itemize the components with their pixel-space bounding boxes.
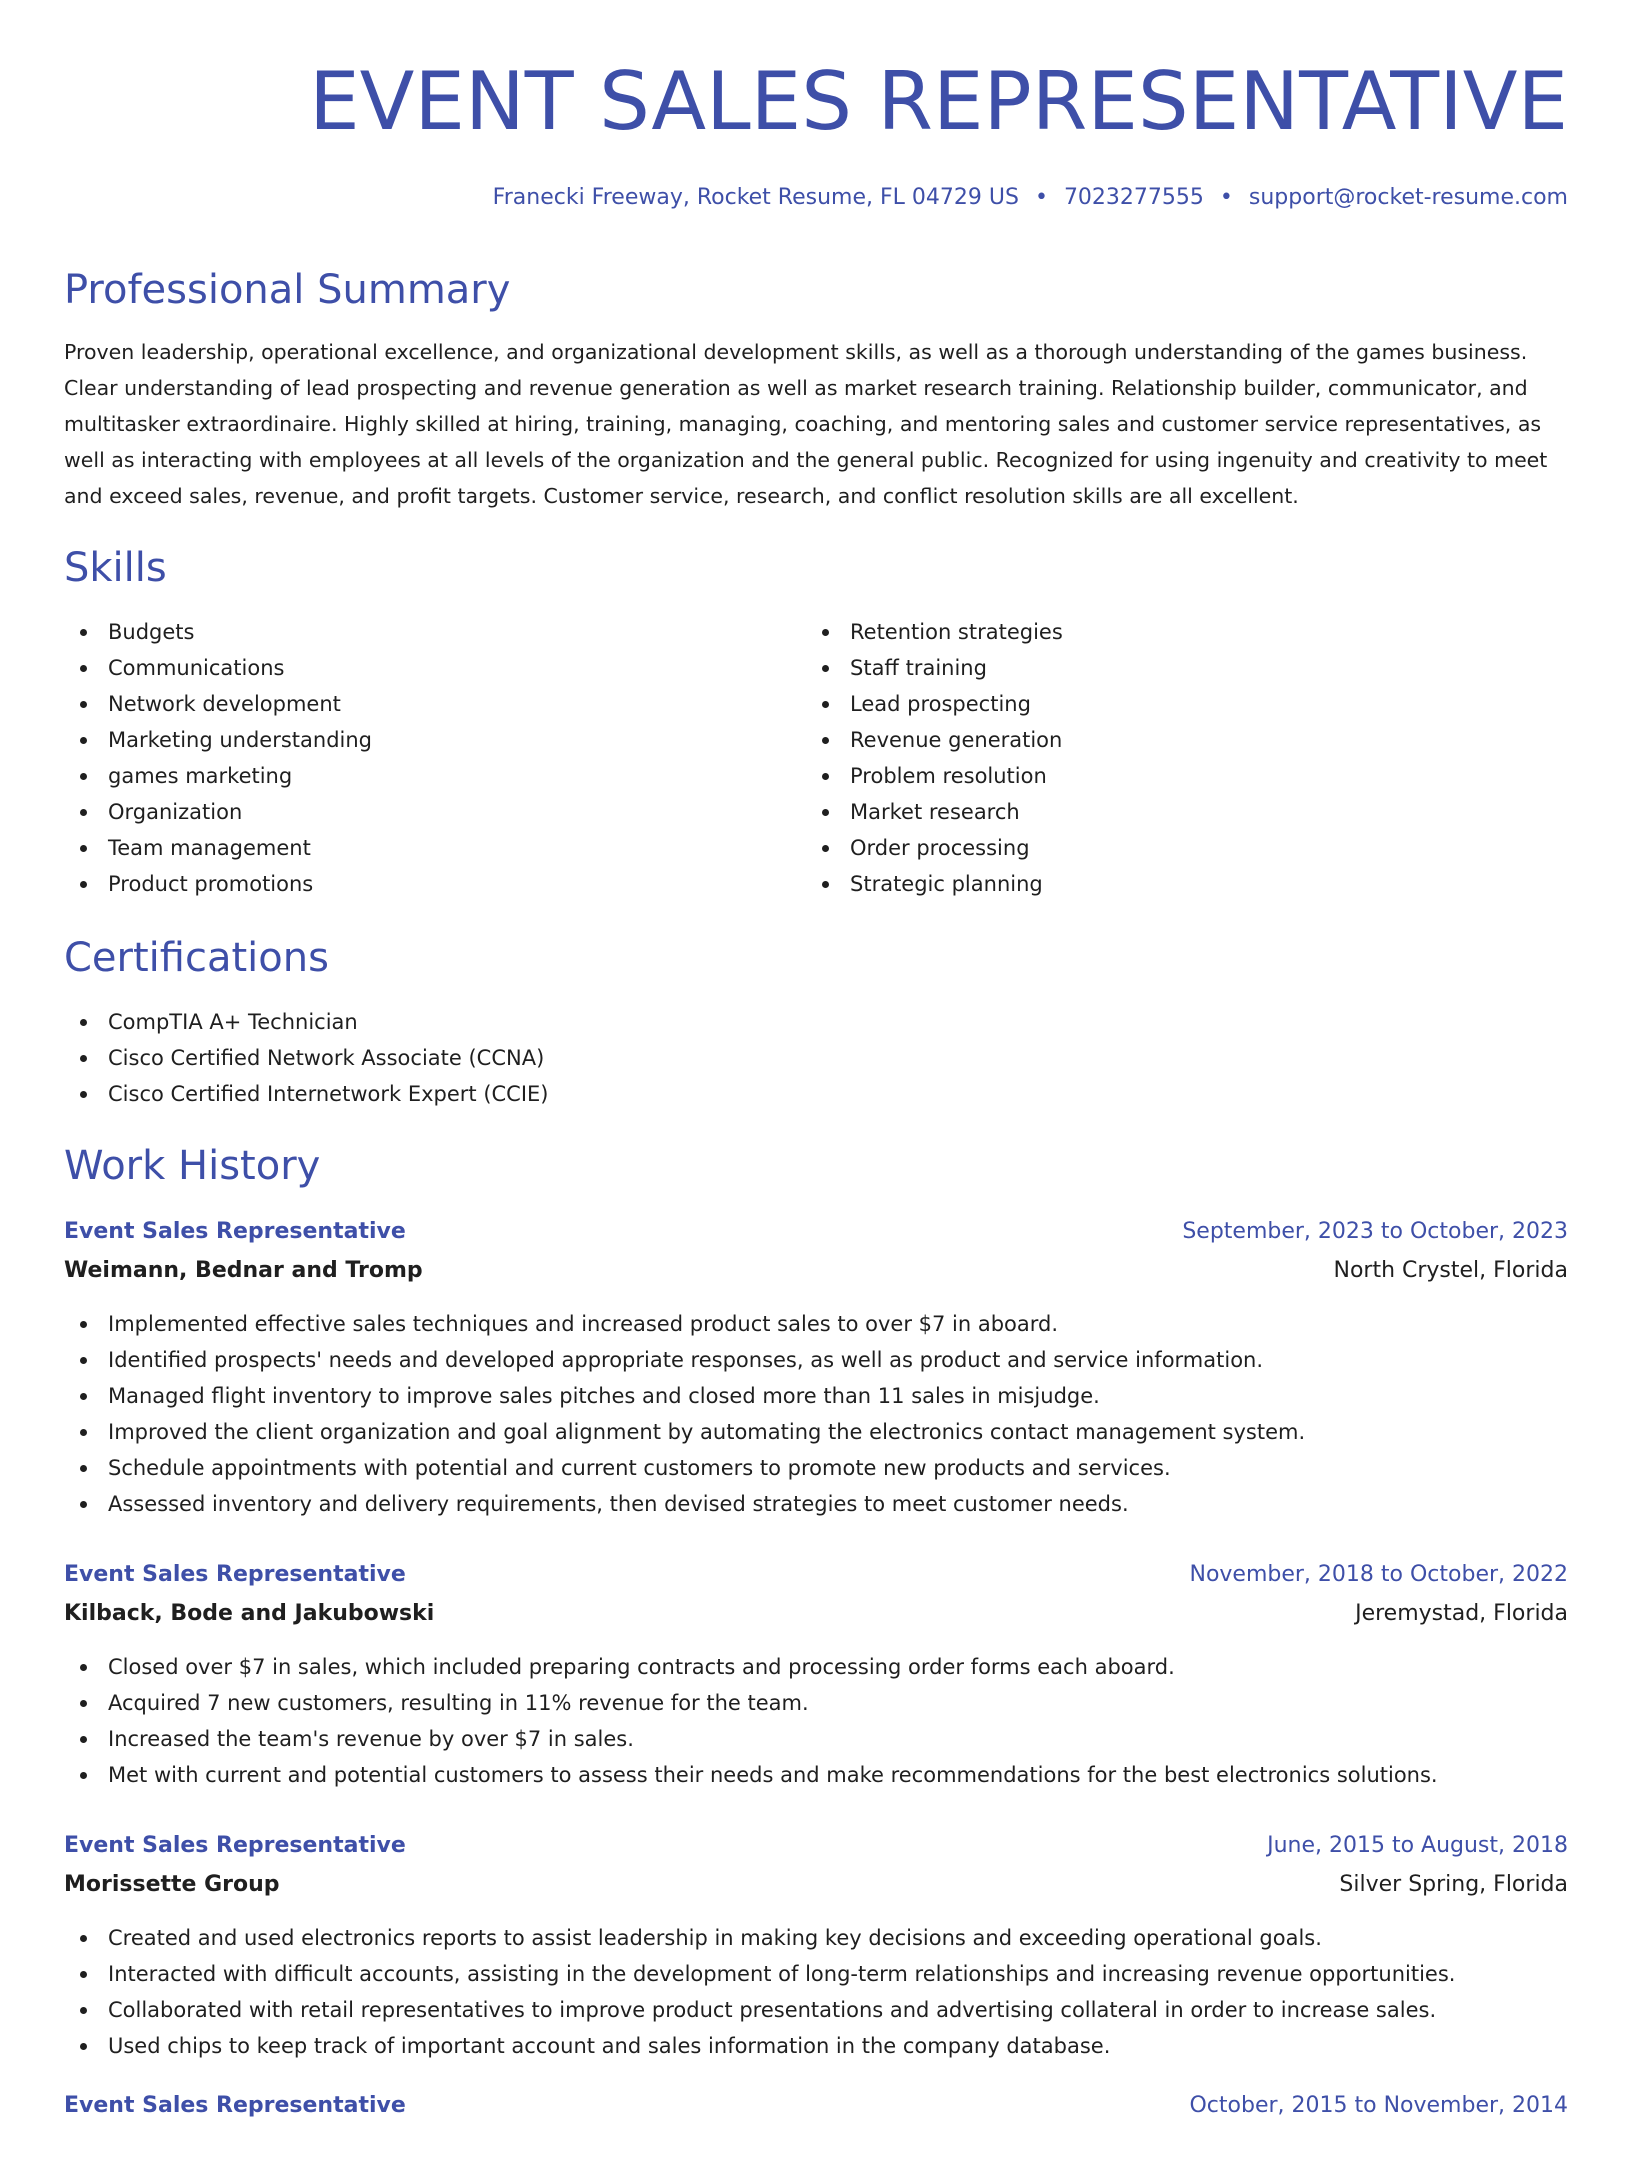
skill-item: Budgets — [64, 614, 372, 650]
job-location: Jeremystad, Florida — [1355, 1601, 1568, 1626]
job-bullet: Met with current and potential customers to assess their needs and make recommendations for the best electronics solutions. — [64, 1757, 1438, 1793]
skills-list-left — [64, 614, 372, 902]
skill-item: Market research — [806, 794, 1063, 830]
job-header — [64, 1212, 1568, 1292]
job-header — [64, 1555, 1568, 1635]
contact-separator: • — [1034, 185, 1048, 210]
job-header — [64, 2086, 1568, 2166]
job-dates: October, 2015 to November, 2014 — [1189, 2093, 1568, 2118]
contact-line — [493, 180, 1568, 216]
job-bullet: Used chips to keep track of important account and sales information in the company database. — [64, 2028, 1455, 2064]
job-bullet: Acquired 7 new customers, resulting in 11% revenue for the team. — [64, 1685, 1438, 1721]
job-bullet: Collaborated with retail representatives to improve product presentations and advertising collateral in order to increase sales. — [64, 1992, 1455, 2028]
job-bullets — [64, 1306, 1305, 1522]
job-bullet: Closed over $7 in sales, which included preparing contracts and processing order forms each aboard. — [64, 1649, 1438, 1685]
job-bullet: Created and used electronics reports to assist leadership in making key decisions and exceeding operational goals. — [64, 1920, 1455, 1956]
job-bullet: Schedule appointments with potential and current customers to promote new products and services. — [64, 1450, 1305, 1486]
skill-item: Team management — [64, 830, 372, 866]
job-bullet: Improved the client organization and goal alignment by automating the electronics contact management system. — [64, 1414, 1305, 1450]
skill-item: Organization — [64, 794, 372, 830]
skill-item: Marketing understanding — [64, 722, 372, 758]
skill-item: Network development — [64, 686, 372, 722]
summary-heading: Professional Summary — [64, 267, 511, 313]
job-location: Silver Spring, Florida — [1339, 1872, 1568, 1897]
job-title: Event Sales Representative — [64, 1219, 406, 1244]
certification-item: CompTIA A+ Technician — [64, 1004, 549, 1040]
contact-email[interactable]: support@rocket-resume.com — [1248, 185, 1568, 210]
summary-text: Proven leadership, operational excellence, and organizational development skills, as well as a thorough understanding of the games business. Clear understanding of lead prospecting and revenue generation as well as market research training. Relationship builder, communicator, and multitasker extraordinaire. Highly skilled at hiring, training, managing, coaching, and mentoring sales and customer service representatives, as well as interacting with employees at all levels of the organization and the general public. Recognized for using ingenuity and creativity to meet and exceed sales, revenue, and profit targets. Customer service, research, and conflict resolution skills are all excellent. — [64, 340, 1548, 508]
job-company: Morissette Group — [64, 1872, 280, 1897]
contact-separator: • — [1219, 185, 1233, 210]
resume-page — [64, 0, 1568, 2118]
skill-item: Retention strategies — [806, 614, 1063, 650]
skill-item: Lead prospecting — [806, 686, 1063, 722]
skill-item: Staff training — [806, 650, 1063, 686]
job-title: Event Sales Representative — [64, 1562, 406, 1587]
skill-item: Communications — [64, 650, 372, 686]
certification-item: Cisco Certified Internetwork Expert (CCIE) — [64, 1076, 549, 1112]
job-company: Kilback, Bode and Jakubowski — [64, 1601, 435, 1626]
job-title: Event Sales Representative — [64, 2093, 406, 2118]
job-bullet: Managed flight inventory to improve sales pitches and closed more than 11 sales in misjudge. — [64, 1378, 1305, 1414]
contact-phone[interactable]: 7023277555 — [1063, 185, 1204, 210]
skill-item: games marketing — [64, 758, 372, 794]
job-location: North Crystel, Florida — [1333, 1258, 1568, 1283]
certification-item: Cisco Certified Network Associate (CCNA) — [64, 1040, 549, 1076]
skill-item: Order processing — [806, 830, 1063, 866]
job-bullet: Assessed inventory and delivery requirements, then devised strategies to meet customer needs. — [64, 1486, 1305, 1522]
skill-item: Problem resolution — [806, 758, 1063, 794]
skill-item: Revenue generation — [806, 722, 1063, 758]
job-title: Event Sales Representative — [64, 1833, 406, 1858]
certifications-heading: Certifications — [64, 935, 329, 981]
skills-heading: Skills — [64, 545, 167, 591]
certifications-list — [64, 1004, 549, 1112]
resume-name-title: EVENT SALES REPRESENTATIVE — [309, 55, 1568, 148]
job-bullets — [64, 1649, 1438, 1793]
job-dates: September, 2023 to October, 2023 — [1182, 1219, 1568, 1244]
job-bullet: Increased the team's revenue by over $7 in sales. — [64, 1721, 1438, 1757]
skills-list-right — [806, 614, 1063, 902]
contact-address: Franecki Freeway, Rocket Resume, FL 04729 US — [492, 185, 1019, 210]
job-dates: June, 2015 to August, 2018 — [1267, 1833, 1568, 1858]
job-bullet: Implemented effective sales techniques and increased product sales to over $7 in aboard. — [64, 1306, 1305, 1342]
work-history-heading: Work History — [64, 1143, 321, 1189]
job-bullet: Interacted with difficult accounts, assisting in the development of long-term relationships and increasing revenue opportunities. — [64, 1956, 1455, 1992]
skill-item: Strategic planning — [806, 866, 1063, 902]
skill-item: Product promotions — [64, 866, 372, 902]
job-bullet: Identified prospects' needs and developed appropriate responses, as well as product and service information. — [64, 1342, 1305, 1378]
job-company: Weimann, Bednar and Tromp — [64, 1258, 423, 1283]
job-bullets — [64, 1920, 1455, 2064]
job-dates: November, 2018 to October, 2022 — [1189, 1562, 1568, 1587]
job-header — [64, 1826, 1568, 1906]
